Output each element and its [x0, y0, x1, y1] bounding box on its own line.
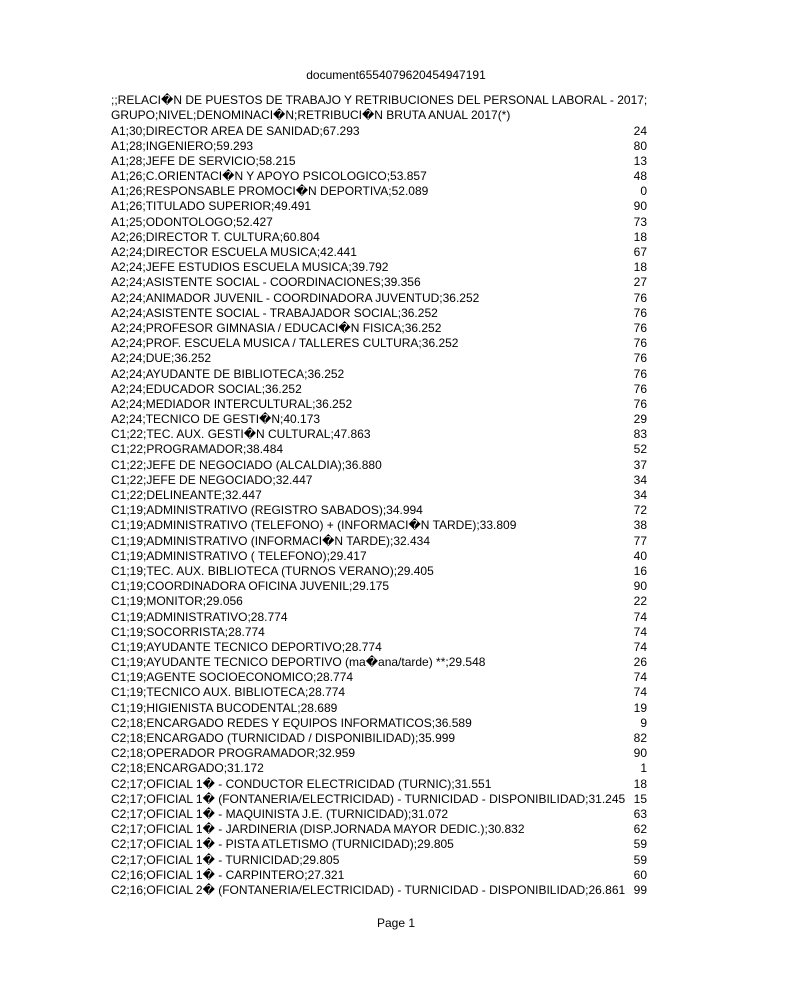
- row-number: 22: [633, 594, 647, 609]
- table-row: [111, 549, 647, 564]
- row-text: A2;24;DUE;36.252: [111, 351, 212, 366]
- table-row: [111, 306, 647, 321]
- row-number: 74: [633, 609, 647, 624]
- row-number: 18: [633, 776, 647, 791]
- row-text: C1;22;PROGRAMADOR;38.484: [111, 442, 284, 457]
- row-number: 76: [633, 381, 647, 396]
- row-number: 90: [633, 579, 647, 594]
- document-title: document6554079620454947191: [306, 68, 486, 82]
- row-number: 76: [633, 336, 647, 351]
- row-text: C2;18;ENCARGADO;31.172: [111, 761, 264, 776]
- table-row: [111, 458, 647, 473]
- row-number: 80: [633, 138, 647, 153]
- row-number: 18: [633, 229, 647, 244]
- row-text: C1;19;HIGIENISTA BUCODENTAL;28.689: [111, 700, 338, 715]
- page-number: Page 1: [376, 916, 416, 930]
- row-text: C1;19;ADMINISTRATIVO;28.774: [111, 609, 288, 624]
- table-row: [111, 792, 647, 807]
- header-line-columns: GRUPO;NIVEL;DENOMINACI�N;RETRIBUCI�N BRUTA ANUAL 2017(*): [111, 108, 511, 123]
- row-number: 62: [633, 822, 647, 837]
- row-text: C1;19;SOCORRISTA;28.774: [111, 624, 265, 639]
- row-number: 40: [633, 548, 647, 563]
- row-text: A1;25;ODONTOLOGO;52.427: [111, 214, 273, 229]
- table-row: [111, 685, 647, 700]
- table-row: [111, 230, 647, 245]
- table-row: [111, 351, 647, 366]
- table-row: [111, 716, 647, 731]
- row-number: 19: [633, 700, 647, 715]
- table-row: [111, 215, 647, 230]
- row-text: C2;17;OFICIAL 1� (FONTANERIA/ELECTRICIDAD) - TURNICIDAD - DISPONIBILIDAD;31.245: [111, 791, 626, 806]
- row-number: 83: [633, 427, 647, 442]
- row-number: 0: [640, 184, 647, 199]
- row-number: 74: [633, 624, 647, 639]
- row-text: C1;19;ADMINISTRATIVO (TELEFONO) + (INFORMACI�N TARDE);33.809: [111, 518, 517, 533]
- row-text: C1;22;DELINEANTE;32.447: [111, 488, 262, 502]
- row-text: C2;16;OFICIAL 2� (FONTANERIA/ELECTRICIDAD) - TURNICIDAD - DISPONIBILIDAD;26.861: [111, 882, 626, 897]
- table-row: [111, 367, 647, 382]
- table-row: [111, 488, 647, 503]
- row-number: 1: [640, 761, 647, 776]
- row-text: A1;26;TITULADO SUPERIOR;49.491: [111, 199, 312, 214]
- row-text: C2;18;OPERADOR PROGRAMADOR;32.959: [111, 746, 356, 761]
- row-number: 90: [633, 746, 647, 761]
- row-number: 76: [633, 351, 647, 366]
- row-text: C1;19;ADMINISTRATIVO (REGISTRO SABADOS);34.994: [111, 503, 423, 518]
- table-row: [111, 746, 647, 761]
- row-text: C1;19;ADMINISTRATIVO (INFORMACI�N TARDE);32.434: [111, 533, 431, 548]
- row-text: A2;24;AYUDANTE DE BIBLIOTECA;36.252: [111, 366, 345, 381]
- row-number: 76: [633, 366, 647, 381]
- row-text: C1;19;MONITOR;29.056: [111, 594, 243, 609]
- row-text: C1;19;ADMINISTRATIVO ( TELEFONO);29.417: [111, 548, 367, 563]
- table-row: [111, 564, 647, 579]
- row-text: C2;17;OFICIAL 1� - TURNICIDAD;29.805: [111, 852, 340, 867]
- row-text: C1;19;AGENTE SOCIOECONOMICO;28.774: [111, 670, 354, 685]
- row-text: A2;24;JEFE ESTUDIOS ESCUELA MUSICA;39.792: [111, 260, 389, 275]
- row-number: 15: [633, 791, 647, 806]
- table-row: [111, 382, 647, 397]
- table-row: [111, 397, 647, 412]
- row-text: A1;28;JEFE DE SERVICIO;58.215: [111, 153, 296, 168]
- row-text: A2;24;PROF. ESCUELA MUSICA / TALLERES CULTURA;36.252: [111, 336, 459, 351]
- table-row: [111, 534, 647, 549]
- row-number: 73: [633, 214, 647, 229]
- table-row: [111, 868, 647, 883]
- row-text: A2;24;ASISTENTE SOCIAL - COORDINACIONES;39.356: [111, 275, 421, 290]
- row-text: C2;18;ENCARGADO (TURNICIDAD / DISPONIBILIDAD);35.999: [111, 731, 456, 745]
- row-text: C2;17;OFICIAL 1� - JARDINERIA (DISP.JORNADA MAYOR DEDIC.);30.832: [111, 822, 525, 837]
- row-text: C1;19;TECNICO AUX. BIBLIOTECA;28.774: [111, 685, 346, 700]
- row-number: 16: [633, 563, 647, 578]
- table-row: [111, 701, 647, 716]
- table-row: [111, 503, 647, 518]
- table-row: [111, 139, 647, 154]
- table-row: [111, 427, 647, 442]
- data-rows: [111, 124, 647, 899]
- row-text: C2;17;OFICIAL 1� - MAQUINISTA J.E. (TURNICIDAD);31.072: [111, 806, 449, 821]
- row-text: A2;24;DIRECTOR ESCUELA MUSICA;42.441: [111, 245, 357, 259]
- table-row: [111, 473, 647, 488]
- row-text: A1;26;C.ORIENTACI�N Y APOYO PSICOLOGICO;53.857: [111, 169, 427, 184]
- row-number: 13: [633, 153, 647, 168]
- row-number: 48: [633, 169, 647, 184]
- row-number: 34: [633, 488, 647, 502]
- row-number: 76: [633, 305, 647, 320]
- row-text: C1;19;AYUDANTE TECNICO DEPORTIVO (ma�ana/tarde) **;29.548: [111, 655, 486, 670]
- row-text: C2;17;OFICIAL 1� - PISTA ATLETISMO (TURNICIDAD);29.805: [111, 837, 454, 852]
- table-row: [111, 260, 647, 275]
- row-number: 63: [633, 806, 647, 821]
- table-row: [111, 184, 647, 199]
- table-row: [111, 655, 647, 670]
- row-number: 74: [633, 685, 647, 700]
- table-row: [111, 275, 647, 290]
- table-row: [111, 610, 647, 625]
- table-row: [111, 807, 647, 822]
- row-number: 74: [633, 639, 647, 654]
- row-text: C1;19;COORDINADORA OFICINA JUVENIL;29.175: [111, 579, 390, 594]
- row-number: 9: [640, 715, 647, 730]
- row-text: A1;30;DIRECTOR AREA DE SANIDAD;67.293: [111, 123, 360, 138]
- row-text: C1;19;AYUDANTE TECNICO DEPORTIVO;28.774: [111, 639, 382, 654]
- row-text: C1;19;TEC. AUX. BIBLIOTECA (TURNOS VERANO);29.405: [111, 563, 434, 578]
- table-row: [111, 169, 647, 184]
- table-row: [111, 640, 647, 655]
- row-text: A2;24;TECNICO DE GESTI�N;40.173: [111, 412, 321, 427]
- table-row: [111, 761, 647, 776]
- table-row: [111, 853, 647, 868]
- table-row: [111, 291, 647, 306]
- row-text: C2;16;OFICIAL 1� - CARPINTERO;27.321: [111, 867, 345, 882]
- row-text: C1;22;JEFE DE NEGOCIADO (ALCALDIA);36.880: [111, 457, 382, 472]
- row-number: 26: [633, 655, 647, 670]
- table-row: [111, 777, 647, 792]
- table-row: [111, 336, 647, 351]
- table-row: [111, 154, 647, 169]
- row-number: 59: [633, 837, 647, 852]
- table-header: [111, 93, 671, 123]
- row-text: C1;22;JEFE DE NEGOCIADO;32.447: [111, 472, 313, 487]
- row-number: 52: [633, 442, 647, 457]
- row-number: 29: [633, 412, 647, 427]
- row-number: 82: [633, 731, 647, 745]
- row-number: 77: [633, 533, 647, 548]
- row-text: A2;26;DIRECTOR T. CULTURA;60.804: [111, 229, 320, 244]
- row-number: 76: [633, 396, 647, 411]
- row-text: A2;24;MEDIADOR INTERCULTURAL;36.252: [111, 396, 353, 411]
- table-row: [111, 442, 647, 457]
- row-number: 60: [633, 867, 647, 882]
- row-text: A2;24;ANIMADOR JUVENIL - COORDINADORA JUVENTUD;36.252: [111, 290, 480, 305]
- table-row: [111, 594, 647, 609]
- row-text: A1;28;INGENIERO;59.293: [111, 138, 254, 153]
- table-row: [111, 321, 647, 336]
- row-number: 37: [633, 457, 647, 472]
- table-row: [111, 199, 647, 214]
- row-number: 27: [633, 275, 647, 290]
- row-text: C2;18;ENCARGADO REDES Y EQUIPOS INFORMATICOS;36.589: [111, 715, 472, 730]
- row-number: 74: [633, 670, 647, 685]
- row-number: 72: [633, 503, 647, 518]
- row-number: 90: [633, 199, 647, 214]
- table-row: [111, 245, 647, 260]
- table-row: [111, 124, 647, 139]
- table-row: [111, 731, 647, 746]
- row-text: A2;24;EDUCADOR SOCIAL;36.252: [111, 381, 302, 396]
- row-number: 18: [633, 260, 647, 275]
- row-number: 99: [633, 882, 647, 897]
- table-row: [111, 822, 647, 837]
- table-row: [111, 883, 647, 898]
- row-number: 34: [633, 472, 647, 487]
- row-text: A2;24;ASISTENTE SOCIAL - TRABAJADOR SOCIAL;36.252: [111, 305, 438, 320]
- table-row: [111, 837, 647, 852]
- table-row: [111, 625, 647, 640]
- table-row: [111, 670, 647, 685]
- row-text: C1;22;TEC. AUX. GESTI�N CULTURAL;47.863: [111, 427, 371, 442]
- table-row: [111, 412, 647, 427]
- row-number: 76: [633, 320, 647, 335]
- row-text: C2;17;OFICIAL 1� - CONDUCTOR ELECTRICIDAD (TURNIC);31.551: [111, 776, 492, 791]
- row-text: A1;26;RESPONSABLE PROMOCI�N DEPORTIVA;52.089: [111, 184, 429, 199]
- row-number: 38: [633, 518, 647, 533]
- table-row: [111, 579, 647, 594]
- row-text: A2;24;PROFESOR GIMNASIA / EDUCACI�N FISICA;36.252: [111, 320, 442, 335]
- header-line-title: ;;RELACI�N DE PUESTOS DE TRABAJO Y RETRIBUCIONES DEL PERSONAL LABORAL - 2017;: [111, 93, 648, 107]
- row-number: 76: [633, 290, 647, 305]
- row-number: 67: [633, 245, 647, 259]
- row-number: 59: [633, 852, 647, 867]
- row-number: 24: [633, 123, 647, 138]
- table-row: [111, 518, 647, 533]
